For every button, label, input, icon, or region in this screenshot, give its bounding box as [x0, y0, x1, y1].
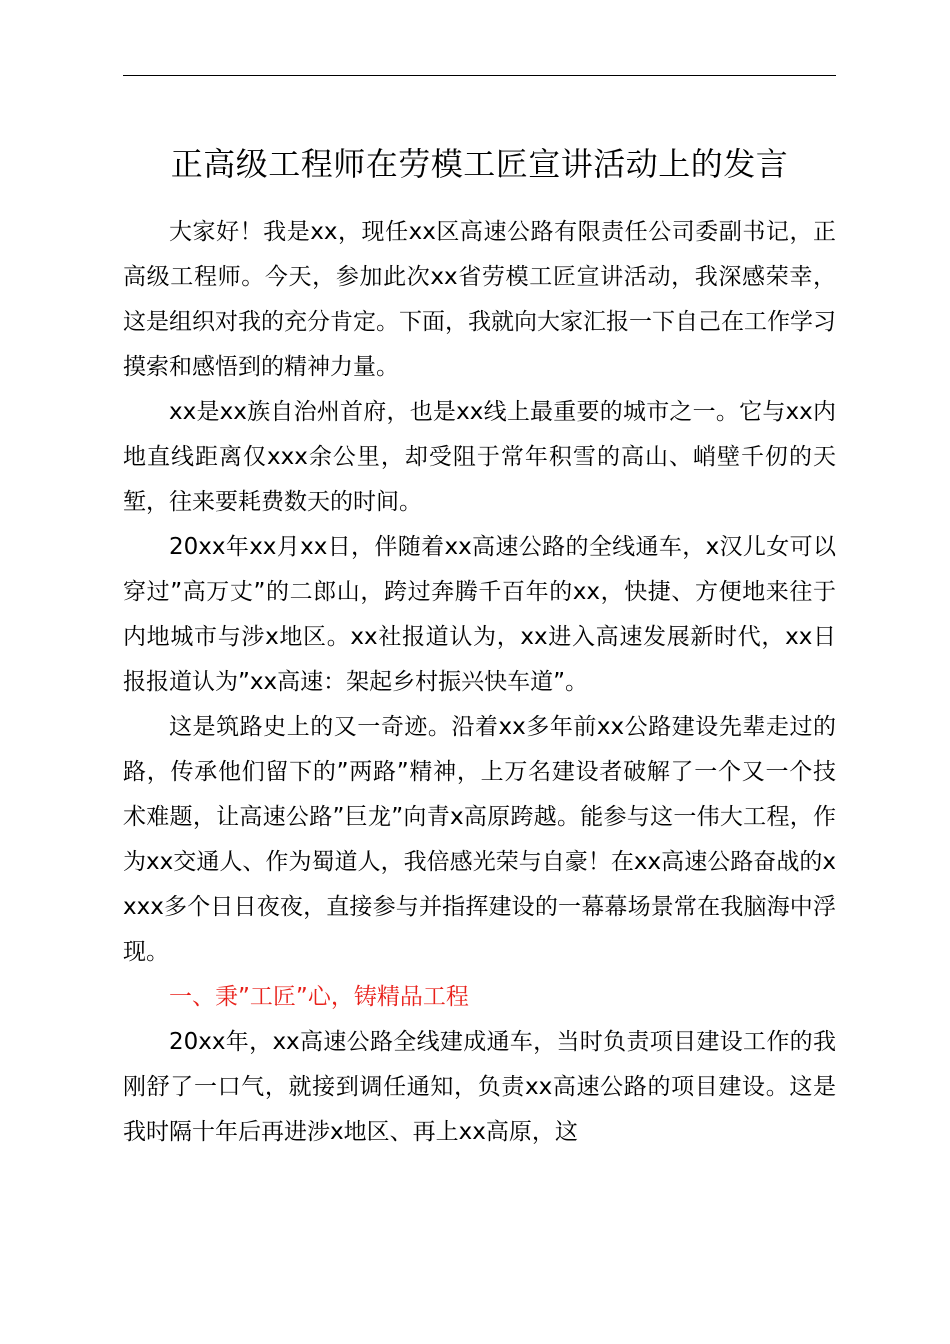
paragraph-location: xx是xx族自治州首府，也是xx线上最重要的城市之一。它与xx内地直线距离仅xxx余公里，却受阻于常年积雪的高山、峭壁千仞的天堑，往来要耗费数天的时间。	[123, 399, 836, 515]
document-title: 正高级工程师在劳模工匠宣讲活动上的发言	[170, 145, 789, 183]
paragraph-intro: 大家好！我是xx，现任xx区高速公路有限责任公司委副书记，正高级工程师。今天，参加此次xx省劳模工匠宣讲活动，我深感荣幸，这是组织对我的充分肯定。下面，我就向大家汇报一下自己在工作学习摸索和感悟到的精神力量。	[123, 219, 836, 380]
document-body	[123, 210, 836, 1155]
paragraph-miracle: 这是筑路史上的又一奇迹。沿着xx多年前xx公路建设先辈走过的路，传承他们留下的”两路”精神，上万名建设者破解了一个又一个技术难题，让高速公路”巨龙”向青x高原跨越。能参与这一伟大工程，作为xx交通人、作为蜀道人，我倍感光荣与自豪！在xx高速公路奋战的xxxx多个日日夜夜，直接参与并指挥建设的一幕幕场景常在我脑海中浮现。	[123, 714, 836, 965]
section-heading: 一、秉”工匠”心，铸精品工程	[169, 984, 469, 1010]
paragraph-section-one: 20xx年，xx高速公路全线建成通车，当时负责项目建设工作的我刚舒了一口气，就接到调任通知，负责xx高速公路的项目建设。这是我时隔十年后再进涉x地区、再上xx高原，这	[123, 1029, 836, 1145]
header-rule	[123, 75, 836, 76]
paragraph-opening: 20xx年xx月xx日，伴随着xx高速公路的全线通车，x汉儿女可以穿过”高万丈”的二郎山，跨过奔腾千百年的xx，快捷、方便地来往于内地城市与涉x地区。xx社报道认为，xx进入高速发展新时代，xx日报报道认为”xx高速：架起乡村振兴快车道”。	[123, 534, 836, 695]
